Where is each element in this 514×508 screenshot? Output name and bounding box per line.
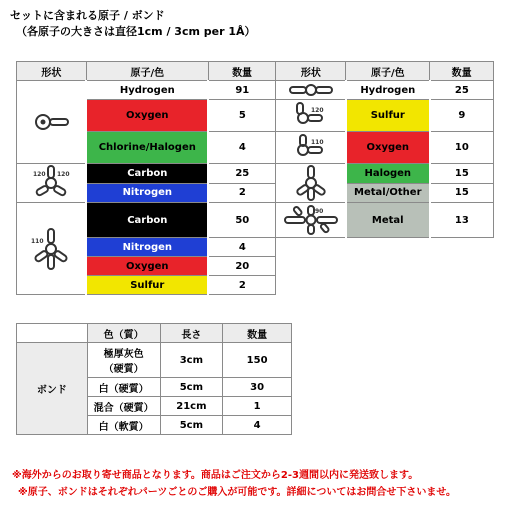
atom-quantity: 5 xyxy=(208,100,276,132)
shape-octahedral-icon xyxy=(276,203,346,238)
bond-color: 白（軟質） xyxy=(87,416,160,435)
shape-bent-110-icon xyxy=(276,132,346,164)
shape-monovalent-icon xyxy=(17,81,87,164)
footnote-shipping: ※海外からのお取り寄せ商品となります。商品はご注文から2-3週間以内に発送致します。 xyxy=(12,470,419,481)
header-quantity: 数量 xyxy=(430,62,494,81)
page-title: セットに含まれる原子 / ボンド xyxy=(10,9,165,22)
atom-quantity: 91 xyxy=(208,81,276,100)
table-row xyxy=(17,238,494,257)
atom-label: Oxygen xyxy=(86,100,208,132)
shape-bent-120-icon xyxy=(276,100,346,132)
empty-cell xyxy=(276,276,494,295)
header-color: 色（質） xyxy=(87,324,160,343)
angle-label: 90 xyxy=(314,208,323,215)
table-row xyxy=(17,343,292,378)
bond-length: 3cm xyxy=(160,343,223,378)
atom-label: Hydrogen xyxy=(346,81,430,100)
table-row xyxy=(17,164,494,184)
atom-label: Carbon xyxy=(86,203,208,238)
atom-quantity: 13 xyxy=(430,203,494,238)
atom-quantity: 25 xyxy=(208,164,276,184)
table-row xyxy=(17,183,494,203)
table-row xyxy=(17,132,494,164)
table-row xyxy=(17,100,494,132)
angle-label: 120 xyxy=(33,171,46,178)
atom-quantity: 15 xyxy=(430,183,494,203)
footnote-parts: ※原子、ボンドはそれぞれパーツごとのご購入が可能です。詳細についてはお問合せ下さいませ。 xyxy=(18,487,457,498)
header-shape: 形状 xyxy=(276,62,346,81)
bond-color: 白（硬質） xyxy=(87,378,160,397)
atom-label: Nitrogen xyxy=(86,183,208,203)
atom-label: Oxygen xyxy=(346,132,430,164)
bond-label: ボンド xyxy=(17,343,88,435)
header-length: 長さ xyxy=(160,324,223,343)
atom-label: Nitrogen xyxy=(86,238,208,257)
angle-label: 110 xyxy=(310,138,324,146)
atom-label: Metal/Other xyxy=(346,183,430,203)
atom-quantity: 15 xyxy=(430,164,494,184)
angle-label: 110 xyxy=(31,237,44,245)
atom-quantity: 4 xyxy=(208,238,276,257)
angle-label: 120 xyxy=(57,171,70,178)
atom-quantity: 10 xyxy=(430,132,494,164)
atom-quantity: 25 xyxy=(430,81,494,100)
bond-table xyxy=(16,323,292,435)
table-row xyxy=(17,257,494,276)
bond-quantity: 150 xyxy=(223,343,292,378)
atom-label: Hydrogen xyxy=(86,81,208,100)
atom-quantity: 20 xyxy=(208,257,276,276)
header-shape: 形状 xyxy=(17,62,87,81)
bond-length: 21cm xyxy=(160,397,223,416)
bond-color-line1: 極厚灰色 xyxy=(103,349,144,360)
bond-color-line2: （硬質） xyxy=(103,364,144,375)
bond-length: 5cm xyxy=(160,416,223,435)
atom-quantity: 2 xyxy=(208,183,276,203)
bond-quantity: 4 xyxy=(223,416,292,435)
header-quantity: 数量 xyxy=(208,62,276,81)
atom-quantity: 9 xyxy=(430,100,494,132)
page-subtitle: （各原子の大きさは直径1cm / 3cm per 1Å） xyxy=(16,25,256,38)
shape-tetrahedral-icon xyxy=(276,164,346,203)
header-atom-color: 原子/色 xyxy=(86,62,208,81)
bond-table-header xyxy=(17,324,292,343)
bond-quantity: 30 xyxy=(223,378,292,397)
bond-color xyxy=(87,343,160,378)
atom-quantity: 4 xyxy=(208,132,276,164)
atom-quantity: 2 xyxy=(208,276,276,295)
atom-label: Chlorine/Halogen xyxy=(86,132,208,164)
atom-table-header xyxy=(17,62,494,81)
atom-table xyxy=(16,61,494,295)
bond-length: 5cm xyxy=(160,378,223,397)
angle-label: 120 xyxy=(310,106,324,114)
atom-label: Oxygen xyxy=(86,257,208,276)
shape-tetrahedral-110-icon xyxy=(17,203,87,295)
header-atom-color: 原子/色 xyxy=(346,62,430,81)
atom-label: Carbon xyxy=(86,164,208,184)
bond-quantity: 1 xyxy=(223,397,292,416)
atom-label: Halogen xyxy=(346,164,430,184)
shape-trigonal-icon xyxy=(17,164,87,203)
header-quantity: 数量 xyxy=(223,324,292,343)
table-row xyxy=(17,81,494,100)
table-row xyxy=(17,203,494,238)
empty-cell xyxy=(276,238,494,257)
atom-label: Metal xyxy=(346,203,430,238)
table-row xyxy=(17,276,494,295)
atom-label: Sulfur xyxy=(346,100,430,132)
shape-hydrogen-icon xyxy=(276,81,346,100)
empty-cell xyxy=(17,324,88,343)
bond-color: 混合（硬質） xyxy=(87,397,160,416)
empty-cell xyxy=(276,257,494,276)
atom-label: Sulfur xyxy=(86,276,208,295)
atom-quantity: 50 xyxy=(208,203,276,238)
